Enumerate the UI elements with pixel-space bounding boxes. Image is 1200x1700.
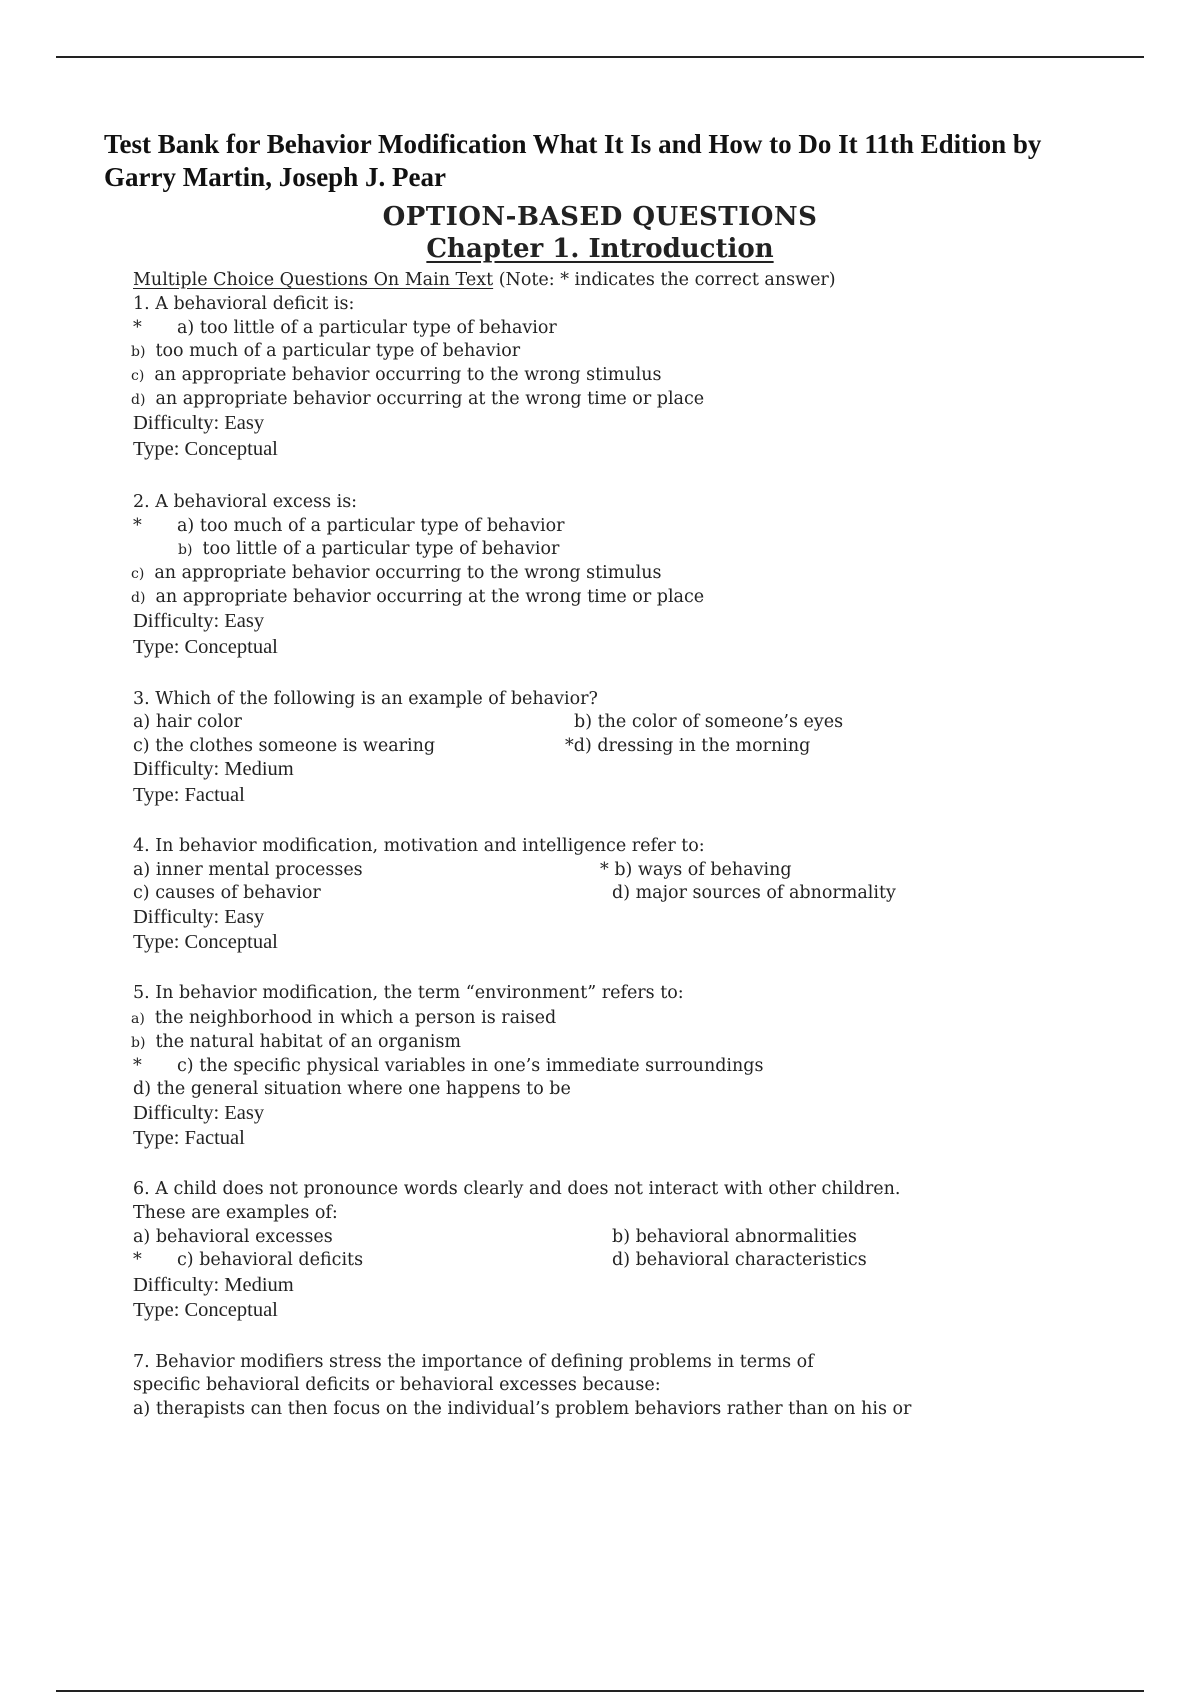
q3-option-a: a) hair color	[133, 712, 242, 732]
q6-option-c-text: c) behavioral deficits	[177, 1250, 364, 1270]
q2-difficulty: Difficulty: Easy	[133, 610, 265, 632]
q6-star: *	[133, 1250, 142, 1270]
q6-type: Type: Conceptual	[133, 1299, 278, 1321]
q3-option-d: *d) dressing in the morning	[565, 736, 811, 756]
q4-type: Type: Conceptual	[133, 931, 278, 953]
q5-type: Type: Factual	[133, 1127, 245, 1149]
q1-option-b	[131, 341, 520, 361]
q1-option-c-text: an appropriate behavior occurring to the wrong stimulus	[154, 365, 662, 385]
q5-stem: 5. In behavior modification, the term “environment” refers to:	[133, 983, 684, 1003]
q5-option-b-text: the natural habitat of an organism	[155, 1032, 462, 1052]
document-title	[104, 128, 1104, 194]
q1-option-c	[131, 365, 661, 385]
q7-option-a: a) therapists can then focus on the individual’s problem behaviors rather than on his or	[133, 1399, 912, 1419]
q5-star: *	[133, 1056, 142, 1076]
q2-type: Type: Conceptual	[133, 636, 278, 658]
q1-option-b-text: too much of a particular type of behavior	[155, 341, 521, 361]
q1-option-d-marker: d)	[131, 392, 146, 408]
q1-option-d-text: an appropriate behavior occurring at the wrong time or place	[155, 389, 705, 409]
q6-stem: 6. A child does not pronounce words clearly and does not interact with other children.	[133, 1179, 901, 1199]
q2-option-b-marker: b)	[178, 542, 193, 558]
mc-heading: Multiple Choice Questions On Main Text	[133, 270, 494, 290]
section-heading: OPTION-BASED QUESTIONS	[382, 202, 818, 232]
q7-stem-continued: specific behavioral deficits or behavioral excesses because:	[133, 1375, 661, 1395]
q6-option-b: b) behavioral abnormalities	[612, 1227, 857, 1247]
q2-option-d	[131, 587, 704, 607]
q2-option-c-text: an appropriate behavior occurring to the wrong stimulus	[154, 563, 662, 583]
chapter-title: Chapter 1. Introduction	[426, 234, 774, 264]
q1-option-b-marker: b)	[131, 344, 146, 360]
q5-option-a-text: the neighborhood in which a person is raised	[154, 1008, 557, 1028]
q2-option-a-text: a) too much of a particular type of behavior	[177, 516, 565, 536]
bottom-rule	[56, 1690, 1144, 1692]
q2-option-c-marker: c)	[131, 566, 145, 582]
q3-type: Type: Factual	[133, 784, 245, 806]
q2-option-c	[131, 563, 661, 583]
q5-option-c-text: c) the specific physical variables in one’s immediate surroundings	[177, 1056, 764, 1076]
q2-star: *	[133, 516, 142, 536]
q3-difficulty: Difficulty: Medium	[133, 758, 294, 780]
q6-option-c	[133, 1250, 363, 1270]
q6-option-a: a) behavioral excesses	[133, 1227, 333, 1247]
q4-option-a: a) inner mental processes	[133, 860, 363, 880]
q1-option-d	[131, 389, 704, 409]
mc-note: (Note: * indicates the correct answer)	[498, 270, 836, 290]
q1-option-a	[133, 318, 557, 338]
q5-option-c	[133, 1056, 763, 1076]
q5-option-b-marker: b)	[131, 1035, 146, 1051]
q4-difficulty: Difficulty: Easy	[133, 906, 265, 928]
chapter-heading	[0, 234, 1200, 264]
q6-option-d: d) behavioral characteristics	[612, 1250, 867, 1270]
q1-difficulty: Difficulty: Easy	[133, 412, 265, 434]
q3-option-c: c) the clothes someone is wearing	[133, 736, 436, 756]
q5-difficulty: Difficulty: Easy	[133, 1102, 265, 1124]
q1-star: *	[133, 318, 142, 338]
q7-stem: 7. Behavior modifiers stress the importance of defining problems in terms of	[133, 1352, 814, 1372]
mc-heading-line	[133, 270, 836, 290]
q3-option-b: b) the color of someone’s eyes	[574, 712, 844, 732]
q2-option-d-text: an appropriate behavior occurring at the wrong time or place	[155, 587, 705, 607]
q2-stem: 2. A behavioral excess is:	[133, 492, 358, 512]
q1-option-a-text: a) too little of a particular type of behavior	[177, 318, 557, 338]
q5-option-a	[131, 1008, 556, 1028]
q2-option-a	[133, 516, 565, 536]
title-line-2: Garry Martin, Joseph J. Pear	[104, 162, 446, 192]
q6-stem-continued: These are examples of:	[133, 1203, 338, 1223]
q6-difficulty: Difficulty: Medium	[133, 1274, 294, 1296]
q5-option-a-marker: a)	[131, 1011, 145, 1027]
q2-option-b	[178, 539, 559, 559]
q1-option-c-marker: c)	[131, 368, 145, 384]
q1-stem: 1. A behavioral deficit is:	[133, 294, 355, 314]
q4-option-d: d) major sources of abnormality	[612, 883, 896, 903]
top-rule	[56, 56, 1144, 58]
q2-option-d-marker: d)	[131, 590, 146, 606]
q3-stem: 3. Which of the following is an example of behavior?	[133, 689, 598, 709]
q4-stem: 4. In behavior modification, motivation and intelligence refer to:	[133, 836, 705, 856]
q4-option-b: * b) ways of behaving	[600, 860, 792, 880]
q2-option-b-text: too little of a particular type of behavior	[202, 539, 560, 559]
title-line-1: Test Bank for Behavior Modification What It Is and How to Do It 11th Edition by	[104, 129, 1042, 159]
q5-option-d: d) the general situation where one happens to be	[133, 1079, 571, 1099]
q1-type: Type: Conceptual	[133, 438, 278, 460]
q4-option-c: c) causes of behavior	[133, 883, 321, 903]
q5-option-b	[131, 1032, 461, 1052]
